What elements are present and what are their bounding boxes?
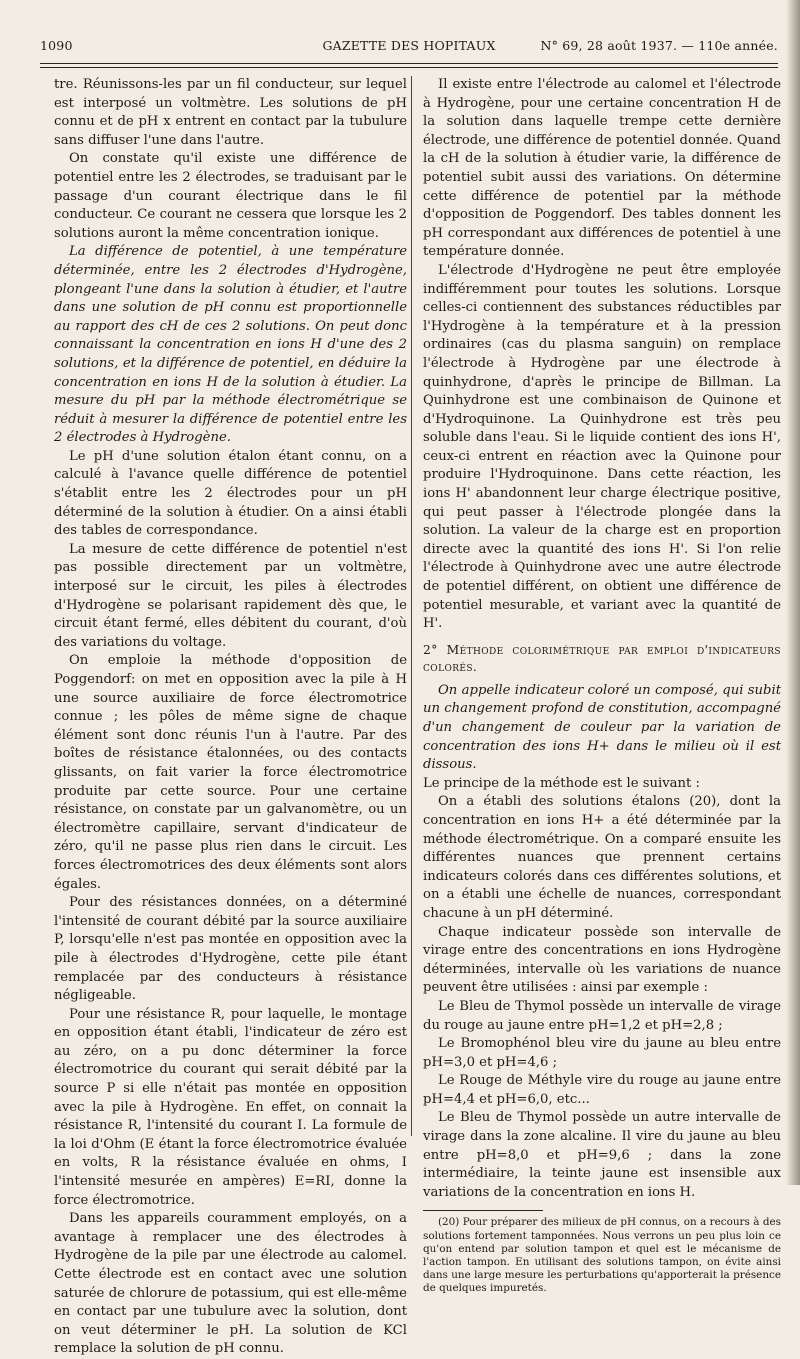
- column-divider: [411, 76, 412, 1136]
- paragraph: Dans les appareils couramment employés, on a avantage à remplacer une des électrodes à Hydrogène de la pile par une électrode au calomel. Cette électrode est en contact avec une solution saturée de chlorure de potassium, qui est elle-même en contact par une tubulure avec la solution, dont on veut déterminer le pH. La solution de KCl remplace la solution de pH connu.: [54, 1211, 407, 1357]
- paragraph: Le Bleu de Thymol possède un autre intervalle de virage dans la zone alcaline. Il vire du jaune au bleu entre pH=8,0 et pH=9,6 ; dans la zone intermédiaire, la teinte jaune est insensible aux variations de la concentration en ions H.: [423, 1110, 781, 1200]
- page-edge-shadow: [786, 0, 800, 1185]
- footnote: (20) Pour préparer des milieux de pH connus, on a recours à des solutions fortement tamponnées. Nous verrons un peu plus loin ce qu'on entend par solution tampon et quel est le mécanisme de l'action tampon. En utilisant des solutions tampon, on évite ainsi dans une large mesure les perturbations qu'apporterait la présence de quelques impuretés.: [423, 1216, 781, 1295]
- paragraph: La mesure de cette différence de potentiel n'est pas possible directement par un voltmètre, interposé sur le circuit, les piles à électrodes d'Hydrogène se polarisant rapidement dès que, le circuit étant fermé, elles débitent du courant, d'où des variations du voltage.: [54, 541, 407, 650]
- paragraph: L'électrode d'Hydrogène ne peut être employée indifféremment pour toutes les solutions. Lorsque celles-ci contiennent des substances réductibles par l'Hydrogène à la température et à la pression ordinaires (cas du plasma sanguin) on remplace l'électrode à Hydrogène par une électrode à quinhydrone, d'après le principe de Billman. La Quinhydrone est une combinaison de Quinone et d'Hydroquinone. La Quinhydrone est très peu soluble dans l'eau. Si le liquide contient des ions H', ceux-ci entrent en réaction avec la Quinone pour produire l'Hydroquinone. Dans cette réaction, les ions H' abandonnent leur charge électrique positive, qui peut passer à l'électrode plongée dans la solution. La valeur de la charge est en proportion directe avec la quantité des ions H'. Si l'on relie l'électrode à Quinhydrone avec une autre électrode de potentiel différent, on obtient une différence de potentiel mesurable, et variant avec la quantité de H'.: [423, 262, 781, 632]
- paragraph: On a établi des solutions étalons (20), dont la concentration en ions H+ a été déterminée par la méthode électrométrique. On a comparé ensuite les différentes nuances que prennent certains indicateurs colorés dans ces différentes solutions, et on a établi une échelle de nuances, correspondant chacune à un pH déterminé.: [423, 794, 781, 921]
- journal-title: GAZETTE DES HOPITAUX: [322, 38, 496, 53]
- paragraph: On constate qu'il existe une différence de potentiel entre les 2 électrodes, se traduisant par le passage d'un courant électrique dans le fil conducteur. Ce courant ne cessera que lorsque les 2 solutions auront la même concentration ionique.: [54, 151, 407, 241]
- page-number: 1090: [40, 38, 73, 53]
- paragraph: Le principe de la méthode est le suivant :: [423, 775, 700, 791]
- header-rule-thin: [40, 67, 778, 68]
- paragraph: Pour une résistance R, pour laquelle, le montage en opposition étant établi, l'indicateur de zéro est au zéro, on a pu donc déterminer la force électromotrice du courant qui serait débité par la source P si elle n'était pas montée en opposition avec la pile à Hydrogène. En effet, on connait la résistance R, l'intensité du courant I. La formule de la loi d'Ohm (E étant la force électromotrice évaluée en volts, R la résistance évaluée en ohms, I l'intensité mesurée en ampères) E=RI, donne la force électromotrice.: [54, 1006, 407, 1208]
- right-column: [423, 76, 781, 1296]
- paragraph: Le pH d'une solution étalon étant connu, on a calculé à l'avance quelle différence de potentiel s'établit entre les 2 électrodes pour un pH déterminé de la solution à étudier. On a ainsi établi des tables de correspondance.: [54, 448, 407, 539]
- paragraph: Chaque indicateur possède son intervalle de virage entre des concentrations en ions Hydrogène déterminées, intervalle où les variations de nuance peuvent être utilisées : ainsi par exemple :: [423, 924, 781, 996]
- footnote-rule: [423, 1210, 543, 1211]
- paragraph: Le Rouge de Méthyle vire du rouge au jaune entre pH=4,4 et pH=6,0, etc...: [423, 1073, 781, 1107]
- paragraph: Il existe entre l'électrode au calomel et l'électrode à Hydrogène, pour une certaine concentration H de la solution dans laquelle trempe cette dernière électrode, une différence de potentiel donnée. Quand la cH de la solution à étudier varie, la différence de potentiel subit aussi des variations. On détermine cette différence de potentiel par la méthode d'opposition de Poggendorf. Des tables donnent les pH correspondant aux différences de potentiel à une température donnée.: [423, 77, 781, 260]
- left-column: [54, 76, 407, 1359]
- section-heading: 2° Méthode colorimétrique par emploi d'indicateurs colorés.: [423, 642, 781, 674]
- header-rule-thick: [40, 63, 778, 64]
- paragraph: Pour des résistances données, on a déterminé l'intensité de courant débité par la source auxiliaire P, lorsqu'elle n'est pas montée en opposition avec la pile à électrodes d'Hydrogène, cette pile étant remplacée par des conducteurs à résistance négligeable.: [54, 895, 407, 1004]
- paragraph: Le Bromophénol bleu vire du jaune au bleu entre pH=3,0 et pH=4,6 ;: [423, 1036, 781, 1070]
- issue-date: N° 69, 28 août 1937. — 110e année.: [540, 38, 778, 53]
- paragraph: On emploie la méthode d'opposition de Poggendorf: on met en opposition avec la pile à H une source auxiliaire de force électromotrice connue ; les pôles de même signe de chaque élément sont donc réunis l'un à l'autre. Par des boîtes de résistance étalonnées, ou des contacts glissants, on fait varier la force électromotrice produite par cette source. Pour une certaine résistance, on constate par un galvanomètre, ou un électromètre capillaire, servant d'indicateur de zéro, qu'il ne passe plus rien dans le circuit. Les forces électromotrices des deux éléments sont alors égales.: [54, 653, 407, 892]
- paragraph: La différence de potentiel, à une température déterminée, entre les 2 électrodes d'Hydrogène, plongeant l'une dans la solution à étudier, et l'autre dans une solution de pH connu est proportionnelle au rapport des cH de ces 2 solutions. On peut donc connaissant la concentration en ions H d'une des 2 solutions, et la différence de potentiel, en déduire la concentration en ions H de la solution à étudier. La mesure du pH par la méthode électrométrique se réduit à mesurer la différence de potentiel entre les 2 électrodes à Hydrogène.: [54, 244, 407, 446]
- paragraph: Le Bleu de Thymol possède un intervalle de virage du rouge au jaune entre pH=1,2 et pH=2,8 ;: [423, 998, 781, 1033]
- paragraph: tre. Réunissons-les par un fil conducteur, sur lequel est interposé un voltmètre. Les solutions de pH connu et de pH x entrent en contact par la tubulure sans diffuser l'une dans l'autre.: [54, 77, 407, 148]
- running-header: [40, 38, 778, 60]
- paragraph: On appelle indicateur coloré un composé, qui subit un changement profond de constitution, accompagné d'un changement de couleur par la variation de concentration des ions H+ dans le milieu où il est dissous.: [423, 682, 781, 773]
